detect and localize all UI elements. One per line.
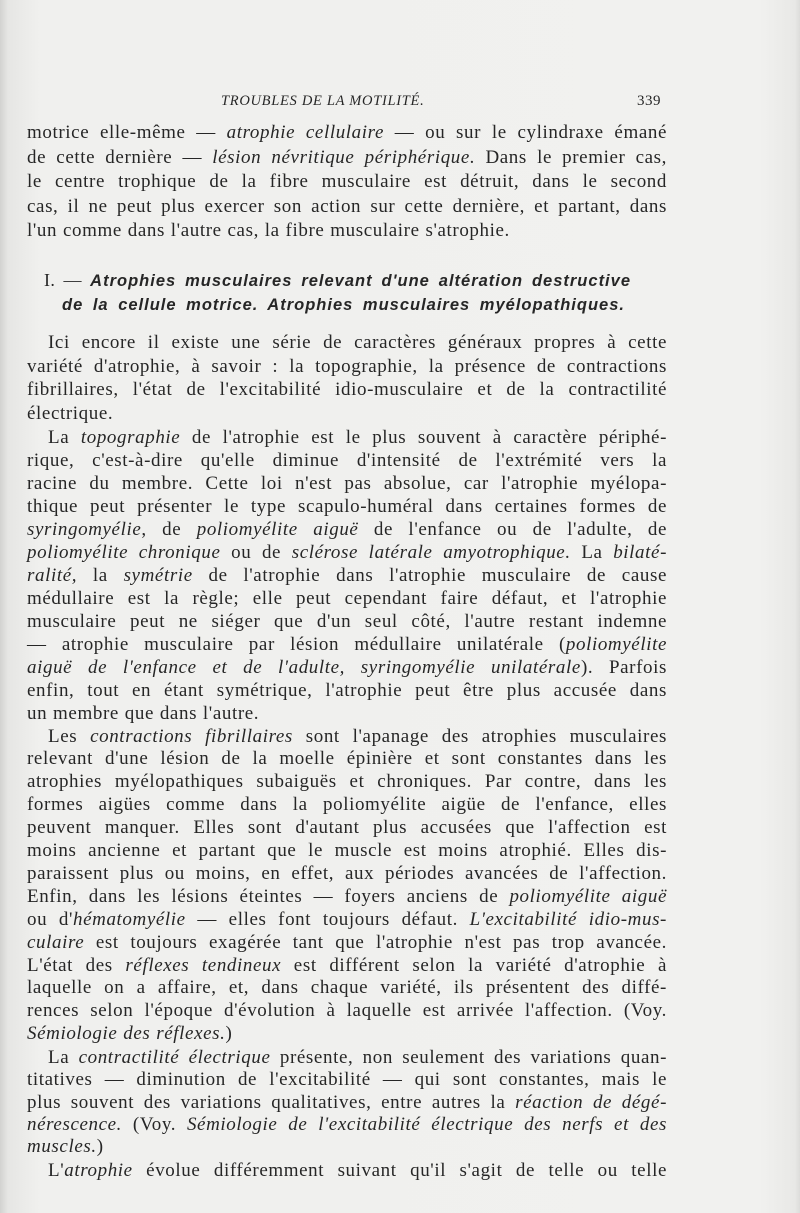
text-line — [27, 219, 667, 244]
text-run: racine du membre. Cette loi n'est pas absolue, car l'atrophie myélopa- — [27, 472, 667, 494]
italic-text: syringomyélie — [27, 518, 142, 540]
paragraph-topography — [27, 426, 667, 725]
text-line — [27, 518, 667, 541]
text-line — [27, 1023, 667, 1046]
text-line — [27, 449, 667, 472]
text-run: Les — [48, 725, 91, 747]
italic-text: symétrie — [123, 564, 193, 586]
text-run: rences selon l'époque d'évolution à laquelle est arrivée l'affection. (Voy. — [27, 1000, 667, 1022]
paragraph-fibrillary-contractions — [27, 726, 667, 1047]
italic-text: Sémiologie de l'excitabilité électrique des nerfs et des — [186, 1113, 667, 1135]
italic-text: hématomyélie — [73, 908, 186, 930]
text-line — [27, 331, 667, 355]
italic-text: Sémiologie des réflexes. — [27, 1023, 226, 1045]
italic-text: contractilité électrique — [78, 1046, 271, 1068]
text-line — [27, 909, 667, 932]
text-line — [27, 121, 667, 146]
text-line — [27, 955, 667, 978]
text-run: La — [48, 1046, 79, 1068]
text-run: de l'atrophie dans l'atrophie musculaire de cause — [192, 564, 667, 586]
text-run: est différent selon la variété d'atrophie à — [281, 954, 667, 976]
italic-text: lésion névritique périphérique. — [212, 146, 476, 168]
text-run: plus souvent des variations qualitatives, entre autres la — [27, 1091, 516, 1113]
text-run: L'état des — [27, 954, 126, 976]
section-heading-line — [62, 293, 625, 317]
text-line — [27, 932, 667, 955]
text-run: motrice elle-même — — [27, 122, 227, 143]
text-line — [27, 355, 667, 379]
text-run: variété d'atrophie, à savoir : la topographie, la présence de contractions — [27, 355, 667, 377]
text-run: (Voy. — [122, 1113, 187, 1135]
text-run: La — [48, 426, 81, 448]
text-run: le centre trophique de la fibre musculaire est détruit, dans le second — [27, 171, 667, 192]
italic-text: atrophie — [64, 1159, 133, 1181]
text-line — [27, 886, 667, 909]
text-line — [27, 402, 667, 426]
paragraph-atrophy-evolution — [27, 1159, 667, 1182]
paragraph-continuation — [27, 121, 667, 244]
text-line — [27, 1159, 667, 1182]
italic-text: contractions fibrillaires — [90, 725, 293, 747]
italic-text: aiguë de l'enfance et de l'adulte, syringomyélie unilatérale — [27, 656, 581, 678]
text-line — [27, 1136, 667, 1158]
text-run: — atrophie musculaire par lésion médullaire unilatérale ( — [27, 633, 566, 655]
text-run: ) — [225, 1023, 233, 1045]
text-run: — ou sur le cylindraxe émané — [384, 122, 667, 143]
text-run: de cette dernière — — [27, 146, 213, 168]
text-line — [27, 146, 667, 171]
text-run: thique peut présenter le type scapulo-huméral dans certaines formes de — [27, 495, 667, 517]
italic-text: poliomyélite chronique — [27, 541, 221, 563]
text-line — [27, 748, 667, 771]
italic-text: poliomyélite aiguë — [509, 885, 667, 907]
text-run: ou de — [220, 541, 292, 563]
text-run: peuvent manquer. Elles sont d'autant plus accusées que l'affection est — [27, 817, 667, 839]
text-run: enfin, tout en étant symétrique, l'atrophie peut être plus accusée dans — [27, 679, 667, 701]
text-line — [27, 195, 667, 220]
text-run: titatives — diminution de l'excitabilité — qui sont constantes, mais le — [27, 1069, 667, 1091]
text-line — [27, 633, 667, 656]
text-run: paraissent plus ou moins, en effet, aux périodes avancées de l'affection. — [27, 862, 667, 884]
text-run: ) — [96, 1136, 104, 1158]
text-line — [27, 679, 667, 702]
italic-text: nérescence. — [27, 1113, 123, 1135]
text-run: est toujours exagérée tant que l'atrophie n'est pas trop avancée. — [84, 931, 667, 953]
paragraph-electrical-contractility — [27, 1047, 667, 1159]
italic-text: sclérose latérale amyotrophique. — [291, 541, 571, 563]
italic-text: réflexes tendineux — [125, 954, 282, 976]
text-run: de l'atrophie est le plus souvent à caractère périphé- — [180, 426, 668, 448]
text-line — [27, 170, 667, 195]
text-run: Dans le premier cas, — [475, 146, 667, 168]
text-run: formes aigües comme dans la poliomyélite aigüe de l'enfance, elles — [27, 794, 667, 816]
text-line — [27, 378, 667, 402]
italic-text: topographie — [80, 426, 181, 448]
italic-text: L'excitabilité idio-mus- — [469, 908, 667, 930]
italic-text: atrophie cellulaire — [226, 122, 384, 143]
text-line — [27, 1092, 667, 1114]
text-line — [27, 1069, 667, 1091]
text-run: présente, non seulement des variations quan- — [270, 1046, 668, 1068]
text-line — [27, 794, 667, 817]
bold-italic-text: Atrophies musculaires relevant d'une altération destructive — [90, 271, 631, 290]
italic-text: poliomyélite aiguë — [196, 518, 359, 540]
text-line — [27, 977, 667, 1000]
text-line — [27, 771, 667, 794]
section-heading — [27, 269, 667, 317]
italic-text: réaction de dégé- — [515, 1091, 667, 1113]
bold-italic-text: de la cellule motrice. Atrophies musculaires myélopathiques. — [62, 295, 625, 314]
text-run: musculaire peut ne siéger que d'un seul côté, l'autre restant indemne — [27, 610, 667, 632]
italic-text: ralité, — [27, 564, 78, 586]
text-line — [27, 1114, 667, 1136]
text-line — [27, 702, 667, 725]
text-run: cas, il ne peut plus exercer son action sur cette dernière, et partant, dans — [27, 195, 667, 217]
text-run: de l'enfance ou de l'adulte, de — [358, 518, 668, 540]
text-line — [27, 1047, 667, 1069]
text-line — [27, 587, 667, 610]
page-number: 339 — [637, 93, 661, 109]
text-run: un membre que dans l'autre. — [27, 702, 260, 724]
text-run: évolue différemment suivant qu'il s'agit de telle ou telle — [132, 1159, 667, 1181]
text-run: L' — [48, 1159, 65, 1181]
text-run: atrophies myélopathiques subaiguës et chroniques. Par contre, dans les — [27, 771, 667, 793]
section-heading-line — [44, 269, 631, 293]
text-line — [27, 610, 667, 633]
running-title: TROUBLES DE LA MOTILITÉ. — [221, 93, 425, 109]
text-line — [27, 472, 667, 495]
text-run: la — [77, 564, 124, 586]
text-run: fibrillaires, l'état de l'excitabilité idio-musculaire et de la contractilité — [27, 379, 667, 401]
paragraph-general-characters — [27, 331, 667, 425]
italic-text: muscles. — [27, 1136, 97, 1158]
text-run: Enfin, dans les lésions éteintes — foyers anciens de — [27, 885, 510, 907]
text-run: moins ancienne et partant que le muscle est moins atrophié. Elles dis- — [27, 840, 667, 862]
italic-text: culaire — [27, 931, 85, 953]
text-line — [27, 726, 667, 749]
text-line — [27, 840, 667, 863]
text-run: laquelle on a affaire, et, dans chaque variété, ils présentent des diffé- — [27, 977, 667, 999]
text-run: Ici encore il existe une série de caractères généraux propres à cette — [48, 332, 667, 354]
text-line — [27, 656, 667, 679]
text-run: relevant d'une lésion de la moelle épinière et sont constantes dans les — [27, 748, 667, 770]
italic-text: bilaté- — [613, 541, 667, 563]
text-line — [27, 863, 667, 886]
text-run: — elles font toujours défaut. — [185, 908, 470, 930]
text-line — [27, 817, 667, 840]
text-run: ). Parfois — [580, 656, 668, 678]
text-run: électrique. — [27, 402, 114, 424]
italic-text: poliomyélite — [565, 633, 667, 655]
text-line — [27, 564, 667, 587]
text-run: ou d' — [27, 908, 73, 930]
text-run: rique, c'est-à-dire qu'elle diminue d'intensité de l'extrémité vers la — [27, 449, 667, 471]
section-number: I. — — [44, 269, 91, 290]
text-line — [27, 541, 667, 564]
text-line — [27, 495, 667, 518]
text-line — [27, 1000, 667, 1023]
text-run: médullaire est la règle; elle peut cependant faire défaut, et l'atrophie — [27, 587, 667, 609]
text-run: l'un comme dans l'autre cas, la fibre musculaire s'atrophie. — [27, 220, 510, 241]
text-run: , de — [141, 518, 197, 540]
text-run: sont l'apanage des atrophies musculaires — [292, 725, 667, 747]
text-line — [27, 426, 667, 449]
text-run: La — [570, 541, 614, 563]
